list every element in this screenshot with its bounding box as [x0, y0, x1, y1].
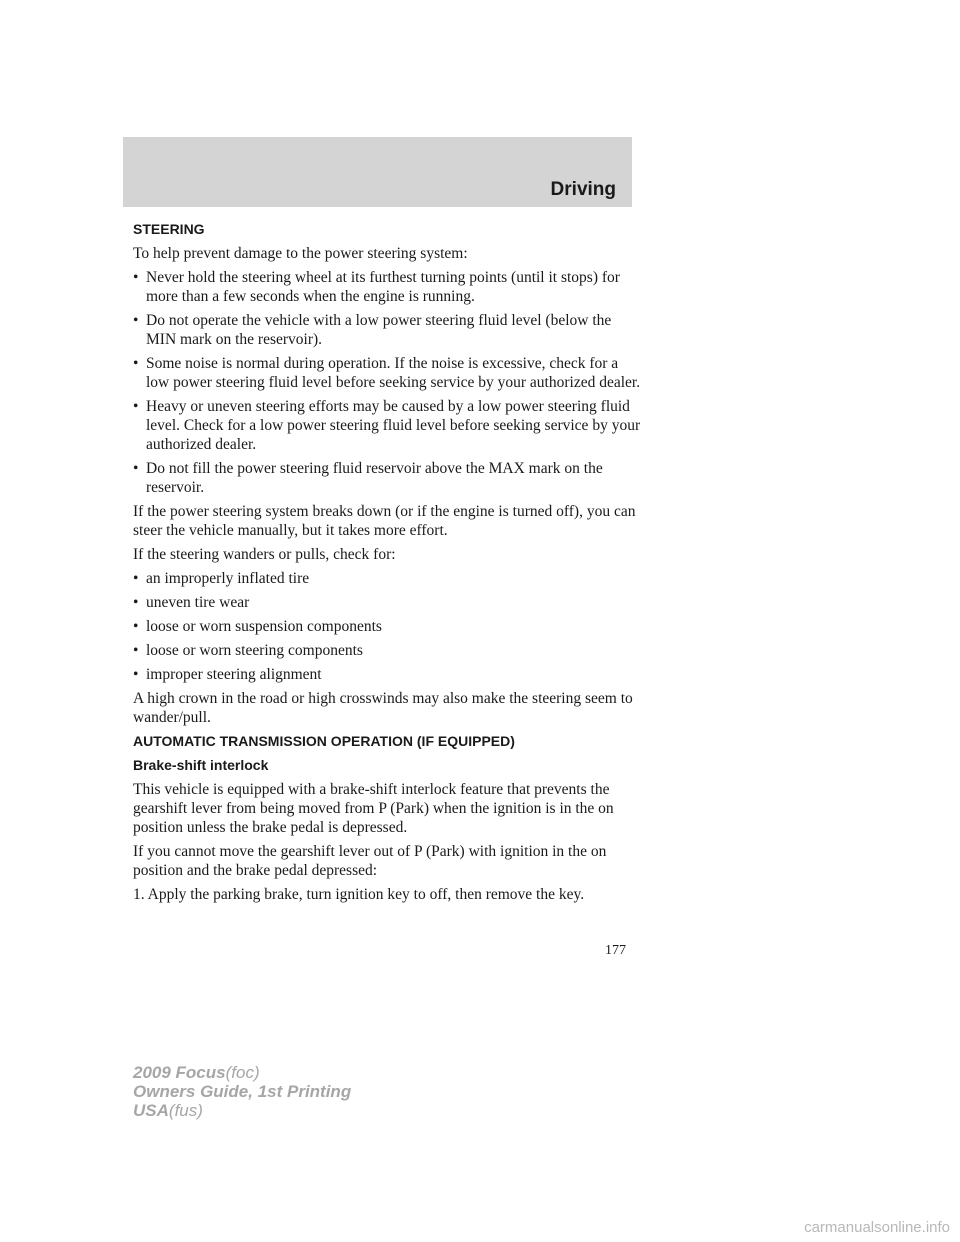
list-item: • an improperly inflated tire — [133, 570, 310, 587]
interlock-step-1: 1. Apply the parking brake, turn ignition key to off, then remove the key. — [133, 886, 585, 903]
section-header-band — [123, 137, 632, 207]
bullet-icon: • — [133, 312, 139, 329]
footer-line-3: USA(fus) — [133, 1101, 203, 1120]
bullet-icon: • — [133, 570, 139, 587]
steering-intro: To help prevent damage to the power steering system: — [133, 245, 468, 262]
steering-heading: STEERING — [133, 221, 205, 237]
list-item: • Do not fill the power steering fluid reservoir above the MAX mark on the reservoir. — [133, 460, 603, 496]
bullet-icon: • — [133, 269, 139, 286]
bullet-icon: • — [133, 594, 139, 611]
breakdown-paragraph: If the power steering system breaks down (or if the engine is turned off), you can steer the vehicle manually, but it takes more effort. — [133, 503, 636, 539]
interlock-paragraph-1: This vehicle is equipped with a brake-shift interlock feature that prevents the gearshift lever from being moved from P (Park) when the ignition is in the on position unless the brake pedal is depressed. — [133, 781, 614, 836]
crown-paragraph: A high crown in the road or high crosswinds may also make the steering seem to wander/pull. — [133, 690, 633, 726]
bullet-icon: • — [133, 398, 139, 415]
footer-line-2: Owners Guide, 1st Printing — [133, 1082, 352, 1101]
bullet-icon: • — [133, 460, 139, 477]
wander-bullet-list — [133, 569, 643, 684]
page-number: 177 — [605, 943, 626, 958]
watermark: carmanualsonline.info — [804, 1219, 950, 1236]
bullet-icon: • — [133, 355, 139, 372]
print-footer — [133, 1063, 351, 1120]
list-item: • loose or worn suspension components — [133, 618, 382, 635]
wander-intro: If the steering wanders or pulls, check for: — [133, 546, 396, 563]
list-item: • Never hold the steering wheel at its furthest turning points (until it stops) for more than a few seconds when the engine is running. — [133, 269, 620, 305]
interlock-subheading: Brake-shift interlock — [133, 757, 269, 773]
page-content — [133, 220, 643, 909]
list-item: • Some noise is normal during operation. If the noise is excessive, check for a low power steering fluid level before seeking service by your authorized dealer. — [133, 355, 641, 391]
interlock-paragraph-2: If you cannot move the gearshift lever out of P (Park) with ignition in the on position and the brake pedal depressed: — [133, 843, 607, 879]
steering-bullet-list — [133, 268, 643, 497]
list-item: • improper steering alignment — [133, 666, 322, 683]
bullet-icon: • — [133, 642, 139, 659]
bullet-icon: • — [133, 666, 139, 683]
footer-line-1: 2009 Focus(foc) — [133, 1063, 260, 1082]
bullet-icon: • — [133, 618, 139, 635]
list-item: • uneven tire wear — [133, 594, 250, 611]
list-item: • Do not operate the vehicle with a low power steering fluid level (below the MIN mark on the reservoir). — [133, 312, 612, 348]
list-item: • loose or worn steering components — [133, 642, 363, 659]
list-item: • Heavy or uneven steering efforts may be caused by a low power steering fluid level. Check for a low power steering fluid level before seeking service by your authorized dealer. — [133, 398, 641, 453]
transmission-heading: AUTOMATIC TRANSMISSION OPERATION (IF EQUIPPED) — [133, 733, 515, 749]
section-title: Driving — [550, 179, 616, 200]
